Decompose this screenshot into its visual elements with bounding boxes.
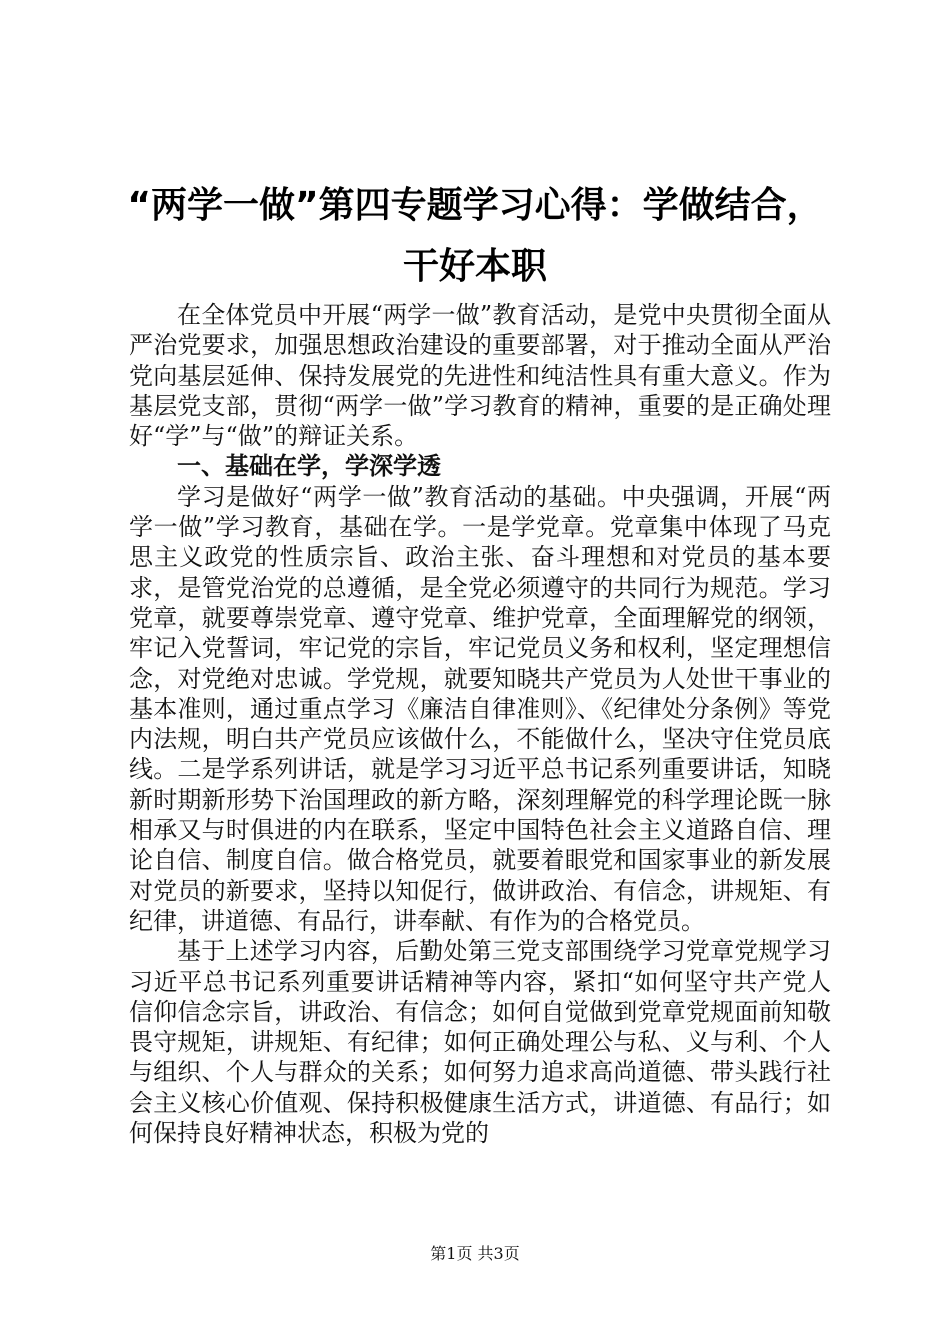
paragraph-intro: 在全体党员中开展“两学一做”教育活动，是党中央贯彻全面从严治党要求，加强思想政治建设的重要部署，对于推动全面从严治党向基层延伸、保持发展党的先进性和纯洁性具有重大意义。作为基层党支部，贯彻“两学一做”学习教育的精神，重要的是正确处理好“学”与“做”的辩证关系。 (129, 301, 831, 451)
section-heading-1: 一、基础在学，学深学透 (177, 452, 441, 481)
document-title-line-2: 干好本职 (402, 246, 547, 287)
document-body (129, 300, 831, 1148)
paragraph-branch: 基于上述学习内容，后勤处第三党支部围绕学习党章党规学习习近平总书记系列重要讲话精神等内容，紧扣“如何坚守共产党人信仰信念宗旨，讲政治、有信念；如何自觉做到党章党规面前知敬畏守规矩，讲规矩、有纪律；如何正确处理公与私、义与利、个人与组织、个人与群众的关系；如何努力追求高尚道德、带头践行社会主义核心价值观、保持积极健康生活方式，讲道德、有品行；如何保持良好精神状态，积极为党的 (129, 937, 831, 1148)
paragraph-study: 学习是做好“两学一做”教育活动的基础。中央强调，开展“两学一做”学习教育，基础在学。一是学党章。党章集中体现了马克思主义政党的性质宗旨、政治主张、奋斗理想和对党员的基本要求，是管党治党的总遵循，是全党必须遵守的共同行为规范。学习党章，就要尊崇党章、遵守党章、维护党章，全面理解党的纲领，牢记入党誓词，牢记党的宗旨，牢记党员义务和权利，坚定理想信念，对党绝对忠诚。学党规，就要知晓共产党员为人处世干事业的基本准则，通过重点学习《廉洁自律准则》、《纪律处分条例》等党内法规，明白共产党员应该做什么，不能做什么，坚决守住党员底线。二是学系列讲话，就是学习习近平总书记系列重要讲话，知晓新时期新形势下治国理政的新方略，深刻理解党的科学理论既一脉相承又与时俱进的内在联系，坚定中国特色社会主义道路自信、理论自信、制度自信。做合格党员，就要着眼党和国家事业的新发展对党员的新要求，坚持以知促行，做讲政治、有信念，讲规矩、有纪律，讲道德、有品行，讲奉献、有作为的合格党员。 (129, 482, 831, 935)
document-title-line-1: “两学一做”第四专题学习心得：学做结合， (127, 185, 823, 226)
page-footer: 第1页 共3页 (430, 1244, 520, 1263)
